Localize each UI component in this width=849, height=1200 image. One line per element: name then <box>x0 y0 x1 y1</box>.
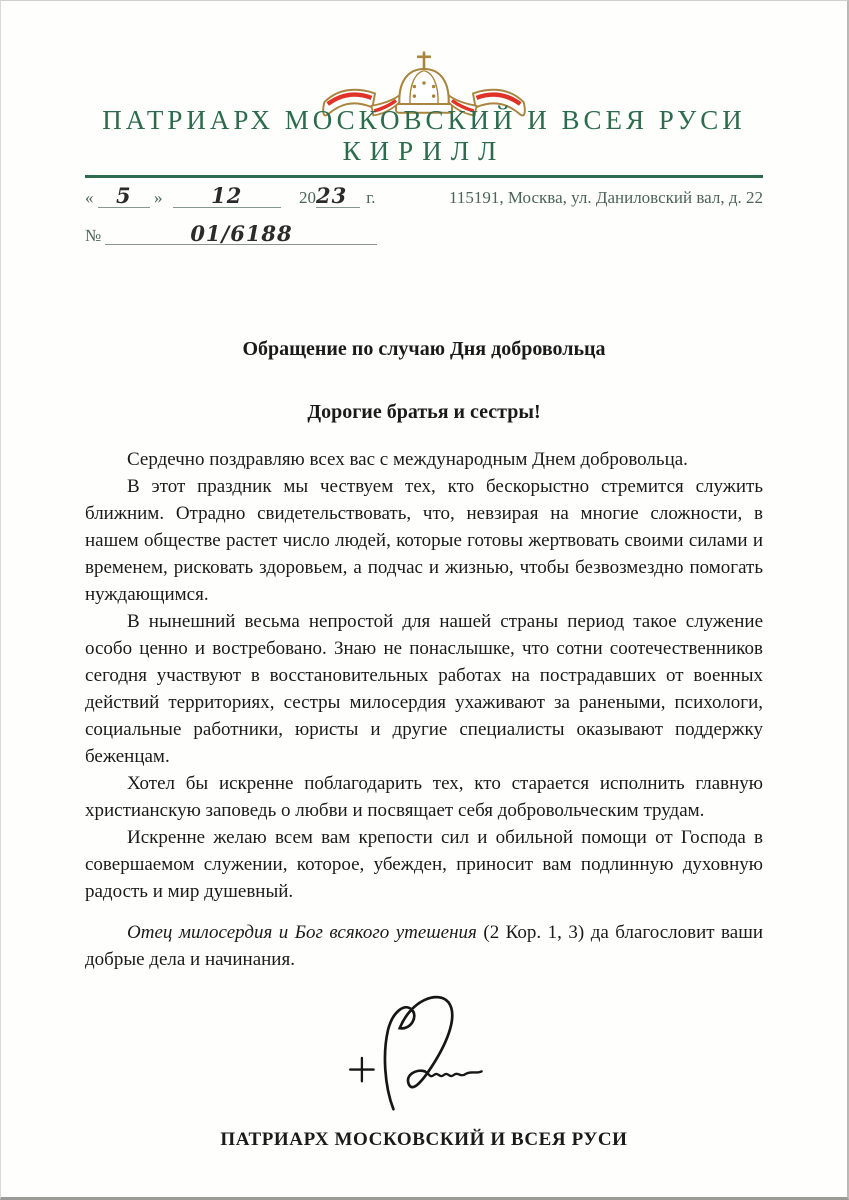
handwritten-month: 12 <box>211 183 243 208</box>
scripture-paragraph <box>85 919 763 973</box>
handwritten-day: 5 <box>115 183 132 208</box>
handwritten-number: 01/6188 <box>190 221 293 246</box>
scripture-reference: (2 Кор. 1, 3) да благословит ваши добрые дела и начинания. <box>85 922 764 970</box>
signature-block <box>85 985 763 1113</box>
date-month-blank <box>173 183 281 208</box>
requisites-row <box>85 183 763 208</box>
scripture-quote: Отец милосердия и Бог всякого утешения <box>127 922 477 943</box>
document-heading: Обращение по случаю Дня добровольца <box>242 338 606 360</box>
body-paragraph: В этот праздник мы чествуем тех, кто бескорыстно стремится служить ближним. Отрадно свидетельствовать, что, невзирая на многие сложности, в нашем обществе растет число людей, которые готовы жертвовать своими силами и временем, рисковать здоровьем, а подчас и жизнью, чтобы безвозмездно помогать нуждающимся. <box>85 476 763 605</box>
letterhead-title-line2: КИРИЛЛ <box>342 136 506 166</box>
number-label: № <box>85 226 102 245</box>
number-field <box>85 221 763 246</box>
date-close-quote: » <box>154 188 163 207</box>
letterhead-title-line1: ПАТРИАРХ МОСКОВСКИЙ И ВСЕЯ РУСИ <box>102 105 746 135</box>
body-paragraph: Искренне желаю всем вам крепости сил и обильной помощи от Господа в совершаемом служении, которое, убежден, приносит вам подлинную духовную радость и мир душевный. <box>85 827 763 902</box>
letterhead-title <box>85 105 763 167</box>
body-paragraph: Хотел бы искренне поблагодарить тех, кто старается исполнить главную христианскую заповедь о любви и посвящает себя добровольческим трудам. <box>85 773 763 821</box>
salutation: Дорогие братья и сестры! <box>307 401 541 423</box>
date-open-quote: « <box>85 188 94 207</box>
signature-kirill-icon <box>329 1098 519 1115</box>
letterhead-address: 115191, Москва, ул. Даниловский вал, д. 22 <box>448 188 763 207</box>
body-text <box>85 446 763 905</box>
handwritten-year: 23 <box>316 183 348 208</box>
body-paragraph: Сердечно поздравляю всех вас с международным Днем добровольца. <box>127 449 688 470</box>
date-year-printed: 20 <box>299 188 316 207</box>
body-paragraph: В нынешний весьма непростой для нашей страны период такое служение особо ценно и востребовано. Знаю не понаслышке, что сотни соотечественников сегодня участвуют в восстановительных работах на пострадавших от военных действий территориях, сестры милосердия ухаживают за ранеными, психологи, социальные работники, юристы и другие специалисты оказывают поддержку беженцам. <box>85 611 763 767</box>
date-year-blank <box>316 183 360 208</box>
footer-title: ПАТРИАРХ МОСКОВСКИЙ И ВСЕЯ РУСИ <box>220 1129 628 1150</box>
date-day-blank <box>98 183 150 208</box>
letterhead-emblem <box>1 1 847 97</box>
letterhead-divider <box>85 175 763 178</box>
number-blank <box>105 221 377 246</box>
date-field <box>85 183 376 208</box>
date-year-suffix: г. <box>366 188 376 207</box>
